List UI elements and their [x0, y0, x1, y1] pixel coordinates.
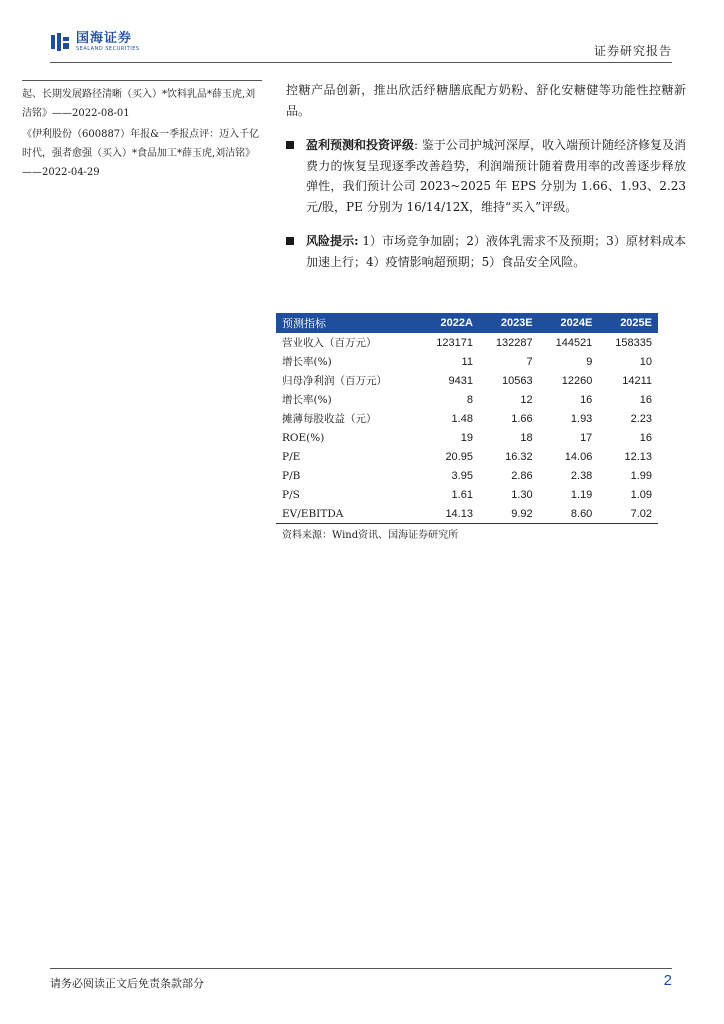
square-bullet-icon: [286, 141, 294, 149]
table-cell: 16: [639, 393, 652, 406]
table-row-label: ROE(%): [282, 431, 325, 444]
table-cell: 1.48: [451, 412, 473, 425]
table-cell: 16: [639, 431, 652, 444]
table-source-note: 资料来源：Wind资讯、国海证券研究所: [282, 530, 459, 541]
table-cell: 10: [639, 355, 652, 368]
table-header-cell: 2022A: [419, 313, 479, 333]
table-cell: 2.38: [570, 469, 593, 482]
table-row-label: 增长率(%): [282, 356, 332, 368]
table-header-cell: 2025E: [598, 313, 658, 333]
table-cell: 144521: [555, 336, 593, 349]
related-report-item[interactable]: 《伊利股份（600887）年报&一季报点评：迈入千亿时代，强者愈强（买入）*食品加工*薛玉虎,刘洁铭》——2022-04-29: [22, 129, 260, 178]
table-cell: 1.19: [570, 488, 593, 501]
table-row: [276, 333, 658, 352]
table-cell: 8.60: [539, 504, 599, 524]
table-cell: 132287: [495, 336, 533, 349]
table-row: [276, 371, 658, 390]
table-cell: 12260: [561, 374, 593, 387]
sealand-logo-icon: [50, 32, 70, 52]
table-row: [276, 428, 658, 447]
table-row-label: P/B: [282, 469, 301, 482]
table-cell: 1.93: [570, 412, 593, 425]
table-cell: 7: [526, 355, 533, 368]
table-row: [276, 466, 658, 485]
table-cell: 14211: [622, 374, 652, 387]
risk-title: 风险提示:: [306, 234, 359, 248]
table-row: [276, 352, 658, 371]
table-cell: 19: [460, 431, 473, 444]
table-cell: 3.95: [451, 469, 473, 482]
table-cell: 20.95: [445, 450, 473, 463]
square-bullet-icon: [286, 237, 294, 245]
report-type-label: 证券研究报告: [593, 44, 672, 58]
profit-forecast-title: 盈利预测和投资评级: [306, 138, 415, 152]
table-cell: 2.86: [511, 469, 533, 482]
table-cell: 17: [580, 431, 593, 444]
risk-section: [286, 231, 686, 272]
footer-disclaimer: 请务必阅读正文后免责条款部分: [50, 977, 204, 990]
table-cell: 158335: [615, 336, 652, 349]
logo-text-cn: 国海证券: [76, 31, 133, 46]
table-cell: 12.13: [624, 450, 652, 463]
table-row-label: P/S: [282, 488, 300, 501]
related-reports: [22, 80, 262, 184]
table-cell: 1.99: [630, 469, 652, 482]
table-cell: 1.30: [511, 488, 533, 501]
intro-paragraph: 控糖产品创新，推出欣活纾糖膳底配方奶粉、舒化安糖健等功能性控糖新品。: [286, 83, 686, 118]
table-row-label: 归母净利润（百万元）: [282, 375, 387, 387]
table-cell: 18: [520, 431, 533, 444]
table-cell: 8: [466, 393, 473, 406]
table-cell: 16.32: [505, 450, 533, 463]
main-content: [286, 80, 686, 272]
table-cell: 2.23: [630, 412, 652, 425]
table-cell: 123171: [436, 336, 473, 349]
table-cell: 14.13: [419, 504, 479, 524]
company-logo: [50, 32, 140, 52]
table-cell: 9.92: [479, 504, 539, 524]
table-header-cell: 2023E: [479, 313, 539, 333]
table-header-cell: 2024E: [539, 313, 599, 333]
page-number: 2: [663, 972, 672, 989]
table-row-label: 营业收入（百万元）: [282, 337, 377, 349]
table-cell: 9: [586, 355, 593, 368]
table-cell: 14.06: [564, 450, 593, 463]
table-row-label: 摊薄每股收益（元）: [282, 413, 377, 425]
risk-text: 1）市场竞争加剧；2）液体乳需求不及预期；3）原材料成本加速上行；4）疫情影响超预期；5）食品安全风险。: [306, 234, 686, 269]
table-cell: 16: [580, 393, 593, 406]
table-row: [276, 447, 658, 466]
table-cell: 10563: [502, 374, 533, 387]
table-row: [276, 485, 658, 504]
table-row: [276, 504, 658, 524]
table-cell: 1.09: [630, 488, 652, 501]
table-cell: 11: [461, 355, 473, 368]
table-cell: 12: [520, 393, 533, 406]
table-header-row: [276, 313, 658, 333]
related-report-item[interactable]: 起、长期发展路径清晰（买入）*饮料乳品*薛玉虎,刘洁铭》——2022-08-01: [22, 89, 256, 119]
table-row: [276, 390, 658, 409]
profit-forecast-text: : 鉴于公司护城河深厚，收入端预计随经济修复及消费力的恢复呈现逐季改善趋势，利润端预计随着费用率的改善逐步释放弹性，我们预计公司 2023~2025 年 EPS 分别为 1.66、1.93、2.23 元/股，PE 分别为 16/14/12X，维持“买入”评级。: [306, 138, 686, 214]
profit-forecast-section: [286, 135, 686, 217]
header-divider: [50, 62, 672, 63]
table-cell: 1.66: [511, 412, 533, 425]
table-cell: 9431: [448, 374, 473, 387]
table-cell: 1.61: [451, 488, 473, 501]
forecast-table: [276, 313, 658, 524]
footer-divider: [50, 968, 672, 969]
table-row-label: EV/EBITDA: [276, 504, 419, 524]
logo-text-en: SEALAND SECURITIES: [76, 46, 140, 52]
table-row-label: P/E: [282, 450, 301, 463]
table-header-cell: 预测指标: [276, 313, 419, 333]
table-cell: 7.02: [598, 504, 658, 524]
table-row-label: 增长率(%): [282, 394, 332, 406]
table-row: [276, 409, 658, 428]
